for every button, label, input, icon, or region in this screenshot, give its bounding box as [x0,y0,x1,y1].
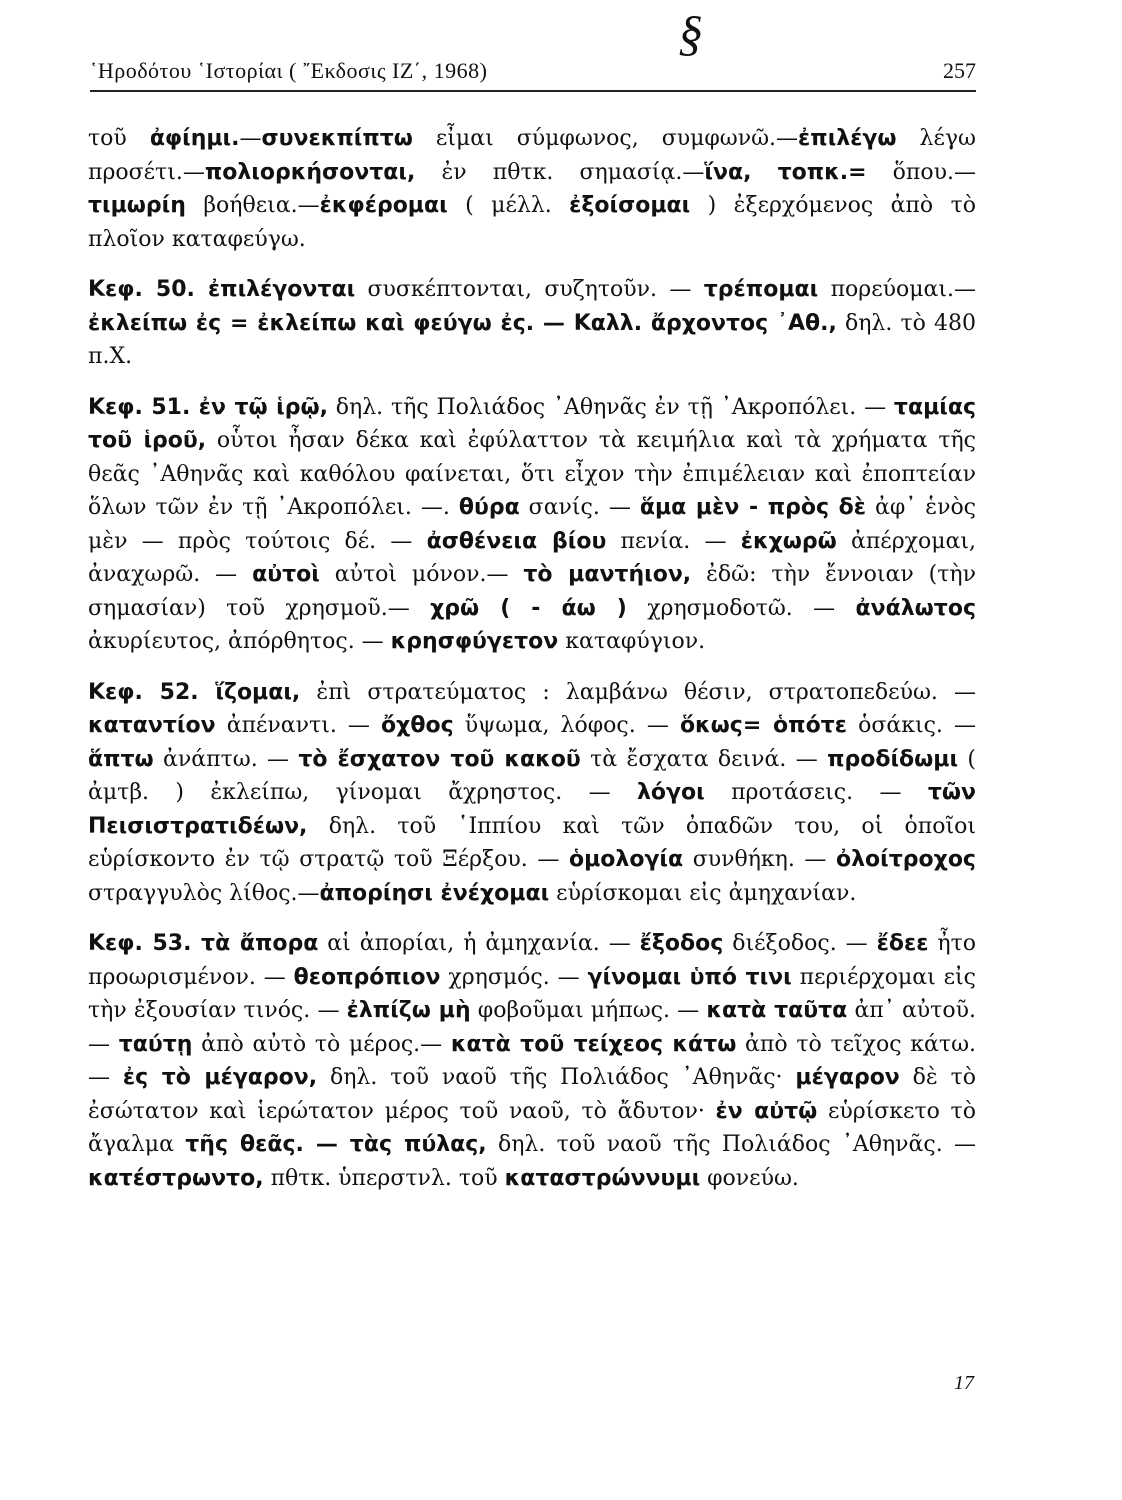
headword: τὸ ἔσχατον τοῦ κακοῦ [298,746,581,772]
headword: χρῶ ( - άω ) [430,595,627,621]
gloss-text: περιέρχομαι εἰς τὴν ἐξουσίαν τινός. — [88,964,976,1023]
paragraph-chapter-52 [88,676,976,911]
header-title: ῾Ηροδότου ῾Ιστορίαι ( ῎Εκδοσις ΙΖ΄, 1968) [90,58,488,83]
headword: Κεφ. 53. τὰ ἄπορα [88,931,319,956]
gloss-text: συνθήκη. — [683,847,836,872]
headword: ἀπορίησι ἐνέχομαι [319,880,550,906]
gloss-text: χρησμός. — [440,964,588,990]
headword: ἐπιλέγω [798,126,897,151]
headword: πολιορκήσονται, [204,159,416,185]
gloss-text: ὁσάκις. — [846,713,977,738]
gloss-text: ἀπὸ αὐτὸ τὸ μέρος.— [192,1031,451,1057]
headword: ταμίας τοῦ ἱροῦ, [88,394,976,453]
headword: ἐπιλέγονται [207,277,356,302]
gloss-text: ἐπὶ στρατεύματος : λαμβάνω θέσιν, στρατοπεδεύω. — [300,679,976,705]
gloss-text: ( ἀμτβ. ) ἐκλείπω, γίνομαι ἄχρηστος. — [88,746,976,805]
headword: καταντίον [88,713,216,738]
gloss-text: ἦτο προωρισμένον. — [88,931,976,990]
headword: ἐκλείπω ἐς = ἐκλείπω καὶ φεύγω ἐς. — Καλλ. ἄρχοντος ᾿Αθ., [88,310,837,336]
gloss-text: ἀνάπτω. — [153,746,299,772]
gloss-text: φοβοῦμαι μήπως. — [470,998,707,1023]
gloss-text: πορεύομαι.— [818,277,977,302]
paragraph-chapter-53 [88,927,976,1195]
section-mark: § [678,5,703,61]
headword: ἐκφέρομαι [319,193,448,218]
paragraph-intro [88,122,976,256]
gloss-text: ὕψωμα, λόφος. — [453,713,680,738]
headword: τιμωρίη [88,193,186,218]
headword: ἅμα μὲν - πρὸς δὲ [639,495,867,520]
gloss-text: ἀπ᾿ αὐτοῦ. — [88,998,976,1057]
headword: συνεκπίπτω [261,126,413,151]
gloss-text: ἐδῶ: τὴν ἔννοιαν (τὴν σημασίαν) τοῦ χρησμοῦ.— [88,562,976,621]
headword: ὁμολογία [568,847,684,872]
gloss-text: δηλ. τοῦ ναοῦ τῆς Πολιάδος ᾿Αθηνᾶς· [317,1065,796,1090]
paragraph-chapter-50 [88,273,976,374]
headword: ἵνα, [704,159,752,185]
gloss-text: ἀπέρχομαι, ἀναχωρῶ. — [88,528,976,587]
gloss-text: εἶμαι σύμφωνος, συμφωνῶ.— [412,126,799,151]
gloss-text: διέξοδος. — [723,931,877,956]
headword: ἀφίημι. [149,126,240,151]
headword: Κεφ. 51. ἐν τῷ ἱρῷ, [88,394,328,420]
headword: τῆς θεᾶς. — τὰς πύλας, [185,1132,487,1157]
gloss-text: ἀφ᾿ ἑνὸς μὲν — πρὸς τούτοις δέ. — [88,495,977,554]
headword: τὸ μαντήιον, [523,562,692,587]
headword: ἀνάλωτος [855,595,976,621]
headword: κατὰ ταῦτα [706,998,848,1023]
gloss-text: προτάσεις. — [704,780,928,805]
gloss-text: οὗτοι ἦσαν δέκα καὶ ἐφύλαττον τὰ κειμήλια καὶ τὰ χρήματα τῆς θεᾶς ᾿Αθηνᾶς καὶ καθόλου φαίνεται, ὅτι εἶχον τὴν ἐπιμέλειαν καὶ ἐποπτείαν ὅλων τῶν ἐν τῇ ᾿Ακροπόλει. —. [88,428,976,520]
gloss-text: δηλ. τὸ 480 π.Χ. [88,310,977,369]
gloss-text: ) ἐξερχόμενος ἀπὸ τὸ πλοῖον καταφεύγω. [88,193,976,252]
gloss-text: ὅπου.— [866,159,977,185]
gloss-text: πενία. — [606,528,741,554]
gloss-text: εὑρίσκετο τὸ ἄγαλμα [88,1098,976,1157]
headword: θεοπρόπιον [293,964,441,990]
headword: κατὰ τοῦ τείχεος κάτω [450,1031,737,1057]
headword: ἅπτω [88,746,154,772]
headword: μέγαρον [795,1065,900,1090]
headword: ἐν αὐτῷ [715,1098,818,1124]
headword: τῶν Πεισιστρατιδέων, [88,780,977,839]
headword: ὅκως= ὁπότε [679,713,847,738]
headword: ἔξοδος [639,931,724,956]
gloss-text: δηλ. τοῦ ναοῦ τῆς Πολιάδος ᾿Αθηνᾶς. — [486,1132,976,1157]
gloss-text: πθτκ. ὑπερστνλ. τοῦ [263,1165,505,1191]
gloss-text: δὲ τὸ ἐσώτατον καὶ ἱερώτατον μέρος τοῦ ναοῦ, τὸ ἄδυτον· [88,1065,976,1124]
gloss-text: λέγω προσέτι.— [88,126,976,185]
headword: Κεφ. 52. ἵζομαι, [88,679,301,705]
gloss-text: στραγγυλὸς λίθος.— [88,880,320,906]
headword: κατέστρωντο, [88,1165,264,1191]
headword: ὀλοίτροχος [836,847,976,872]
headword: ἐς τὸ μέγαρον, [122,1065,318,1090]
gloss-text: εὑρίσκομαι εἰς ἀμηχανίαν. [549,880,857,906]
headword: αὐτοὶ [252,562,320,587]
page-number: 257 [943,58,976,83]
gloss-text: αὐτοὶ μόνον.— [319,562,524,587]
commentary-text [88,122,976,1195]
headword: λόγοι [637,780,705,805]
headword: κρησφύγετον [390,629,559,654]
headword: ἀσθένεια βίου [426,528,607,554]
gloss-text: δηλ. τῆς Πολιάδος ᾿Αθηνᾶς ἐν τῇ ᾿Ακροπόλει. — [327,394,894,420]
gloss-text: σανίς. — [519,495,640,520]
headword: ἐξοίσομαι [569,193,691,218]
gloss-text: αἱ ἀπορίαι, ἡ ἀμηχανία. — [318,931,640,956]
headword: ἔδεε [876,931,929,956]
headword: ἐλπίζω μὴ [346,998,471,1023]
gloss-text: ἀπέναντι. — [215,713,382,738]
headword: προδίδωμι [827,746,959,772]
gloss-text: καταφύγιον. [558,629,706,654]
headword: Κεφ. 50. [88,277,208,302]
headword: καταστρώννυμι [504,1165,701,1191]
gloss-text: — [239,126,262,151]
gloss-text: ( μέλλ. [447,193,570,218]
gloss-text [751,160,777,185]
signature-mark: 17 [954,1372,974,1394]
gloss-text: δηλ. τοῦ ῾Ιππίου καὶ τῶν ὀπαδῶν του, οἱ ὁποῖοι εὑρίσκοντο ἐν τῷ στρατῷ τοῦ Ξέρξου. — [88,813,976,872]
paragraph-chapter-51 [88,391,976,659]
gloss-text: συσκέπτονται, συζητοῦν. — [355,277,704,302]
gloss-text: χρησμοδοτῶ. — [626,595,856,621]
headword: θύρα [458,495,520,520]
gloss-text: βοήθεια.— [185,193,320,218]
headword: ὄχθος [381,713,454,738]
headword: ἐκχωρῶ [740,528,837,554]
gloss-text: τὰ ἔσχατα δεινά. — [580,746,828,772]
gloss-text: ἀπὸ τὸ τεῖχος κάτω. — [88,1031,976,1090]
gloss-text: φονεύω. [700,1165,799,1191]
headword: ταύτῃ [118,1031,193,1057]
headword: τρέπομαι [703,277,819,302]
gloss-text: ἀκυρίευτος, ἀπόρθητος. — [88,629,391,654]
headword: γίνομαι ὑπό τινι [587,964,792,990]
headword: τοπκ.= [777,159,867,185]
running-header [90,5,976,92]
gloss-text: τοῦ [88,126,150,151]
gloss-text: ἐν πθτκ. σημασίᾳ.— [415,159,705,185]
